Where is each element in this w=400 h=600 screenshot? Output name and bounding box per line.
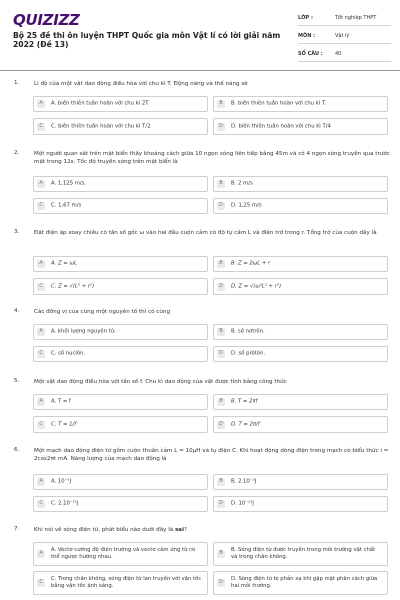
quiz-meta (298, 11, 391, 65)
option-c[interactable] (33, 496, 208, 512)
question-number: 6. (14, 447, 20, 453)
option-text: B. Z = 2ωL + r (231, 260, 271, 267)
option-b[interactable] (213, 324, 388, 340)
question-text: Một vật dao động điều hòa với tần số f. Chu kì dao động của vật được tính bằng công thức (34, 379, 287, 385)
question-text (34, 526, 390, 534)
question-text-main: Khi nói về sóng điện từ, phát biểu nào dưới đây là (34, 527, 175, 533)
option-text: B. 2 m/s (231, 180, 253, 187)
option-d[interactable] (213, 198, 388, 214)
option-letter: B (217, 478, 225, 486)
option-c[interactable] (33, 346, 208, 362)
option-letter: A (37, 260, 45, 268)
option-text: A. 1,125 m/s. (51, 180, 87, 187)
question-number: 4. (14, 308, 20, 314)
option-text: A. 10⁻⁵J (51, 478, 72, 485)
option-letter: B (217, 260, 225, 268)
option-letter: B (217, 550, 225, 558)
meta-label: SỐ CÂU : (298, 51, 323, 57)
option-letter: C (37, 350, 45, 358)
question-number: 1. (14, 80, 20, 86)
option-b[interactable] (213, 96, 388, 112)
option-text: C. Trong chân không, sóng điện từ lan truyền với vận tốc bằng vận tốc ánh sáng. (51, 576, 202, 589)
question-text-end: ? (184, 527, 187, 533)
option-c[interactable] (33, 416, 208, 433)
option-text: A. Z = ωL (51, 260, 77, 267)
option-a[interactable] (33, 96, 208, 112)
question-number: 7. (14, 526, 20, 532)
option-text: C. biến thiên tuần hoàn với chu kì T/2 (51, 123, 151, 129)
option-d[interactable] (213, 346, 388, 362)
meta-label: MÔN : (298, 33, 316, 39)
meta-row-class (298, 11, 391, 26)
option-text: B. Sóng điện từ được truyền trong môi trường vật chất và trong chân không. (231, 547, 376, 560)
option-b[interactable] (213, 474, 388, 490)
question-text: Li độ của một vật dao động điều hòa với chu kì T. Động năng và thế năng sẽ (34, 81, 248, 87)
option-text: D. số prôtôn. (231, 350, 266, 357)
quizizz-logo: QUIZIZZ (13, 11, 80, 29)
option-letter: C (37, 202, 45, 210)
option-letter: A (37, 478, 45, 486)
option-letter: C (37, 579, 45, 587)
option-d[interactable] (213, 496, 388, 512)
option-letter: D (217, 579, 225, 587)
option-text: C. số nuclôn. (51, 350, 86, 357)
option-d[interactable] (213, 118, 388, 135)
meta-row-count (298, 47, 391, 62)
option-letter: A (37, 328, 45, 336)
option-letter: C (37, 500, 45, 508)
option-text: C. 2.10⁻¹¹J (51, 500, 79, 507)
option-text: A. Vectơ cường độ điện trường và vectơ cảm ứng từ có thể ngược hướng nhau. (51, 547, 196, 560)
option-letter: C (37, 283, 45, 291)
meta-row-subject (298, 29, 391, 44)
option-a[interactable] (33, 394, 208, 410)
meta-label: LỚP : (298, 15, 313, 21)
option-letter: D (217, 123, 225, 131)
option-c[interactable] (33, 278, 208, 295)
option-letter: A (37, 180, 45, 188)
option-text: B. biến thiên tuần hoàn với chu kì T. (231, 100, 327, 107)
option-text: A. khối lượng nguyên tử. (51, 328, 116, 335)
option-letter: D (217, 283, 225, 291)
option-b[interactable] (213, 176, 388, 192)
option-text: A. T = f (51, 398, 71, 405)
option-c[interactable] (33, 118, 208, 135)
option-text: D. 10⁻¹¹J (231, 500, 254, 507)
option-letter: B (217, 180, 225, 188)
question-number: 5. (14, 378, 20, 384)
option-text: C. Z = √(L² + r²) (51, 283, 95, 289)
option-c[interactable] (33, 571, 208, 595)
option-letter: B (217, 328, 225, 336)
quiz-title: Bộ 25 đề thi ôn luyện THPT Quốc gia môn Vật lí có lời giải năm 2022 (Đề 13) (13, 31, 281, 49)
question-text: Một người quan sát trên mặt biển thấy khoảng cách giữa 10 ngọn sóng liên tiếp bằng 45m và có 4 ngọn sóng truyền qua trước mặt trong 12s. Tốc độ truyền sóng trên mặt biển là (34, 151, 390, 165)
option-c[interactable] (33, 198, 208, 214)
option-text: A. biến thiên tuần hoàn với chu kì 2T. (51, 100, 150, 107)
option-a[interactable] (33, 324, 208, 340)
page-header (0, 0, 400, 71)
option-text: B. số nơtrôn. (231, 328, 265, 335)
option-letter: A (37, 100, 45, 108)
option-letter: B (217, 100, 225, 108)
option-text: B. 2.10⁻⁵J (231, 478, 257, 485)
option-text: D. Sóng điện từ bị phản xạ khi gặp mặt phân cách giữa hai môi trường. (231, 576, 378, 589)
question-text-emphasis: sai (174, 527, 184, 533)
option-text: D. Z = √(ω²L² + r²) (231, 283, 282, 289)
meta-value: Tốt nghiệp THPT (335, 15, 377, 21)
option-a[interactable] (33, 256, 208, 272)
question-number: 3. (14, 229, 20, 235)
option-text: B. T = 2πf (231, 398, 258, 405)
option-d[interactable] (213, 571, 388, 595)
option-d[interactable] (213, 416, 388, 433)
option-text: D. T = 2π/f (231, 421, 260, 427)
option-text: D. 1,25 m/s (231, 202, 262, 209)
option-b[interactable] (213, 542, 388, 566)
option-a[interactable] (33, 474, 208, 490)
option-text: C. 1,67 m/s (51, 202, 82, 209)
option-letter: C (37, 123, 45, 131)
option-d[interactable] (213, 278, 388, 295)
option-a[interactable] (33, 542, 208, 566)
question-text: Đặt điện áp xoay chiều có tần số góc ω vào hai đầu cuộn cảm có độ tự cảm L và điện trở trong r. Tổng trở của cuộn dây là. (34, 230, 379, 236)
option-letter: C (37, 421, 45, 429)
option-letter: A (37, 550, 45, 558)
option-b[interactable] (213, 394, 388, 410)
option-letter: D (217, 421, 225, 429)
option-b[interactable] (213, 256, 388, 272)
option-letter: B (217, 398, 225, 406)
option-text: C. T = 1/f (51, 421, 77, 427)
option-letter: D (217, 500, 225, 508)
option-letter: D (217, 202, 225, 210)
option-a[interactable] (33, 176, 208, 192)
option-text: D. biến thiên tuần hoàn với chu kì T/4 (231, 123, 331, 129)
option-letter: A (37, 398, 45, 406)
option-letter: D (217, 350, 225, 358)
meta-value: 40 (335, 51, 342, 57)
question-number: 2. (14, 150, 20, 156)
question-text: Các đồng vị của cùng một nguyên tố thì có cùng (34, 309, 171, 315)
question-text: Một mạch dao động điện từ gồm cuộn thuần cảm L = 10μH và tụ điện C. Khi hoạt động dòng điện trong mạch có biểu thức i = 2cos2πt mA. Năng lượng của mạch dao động là (34, 448, 389, 462)
meta-value: Vật lý (335, 33, 350, 39)
